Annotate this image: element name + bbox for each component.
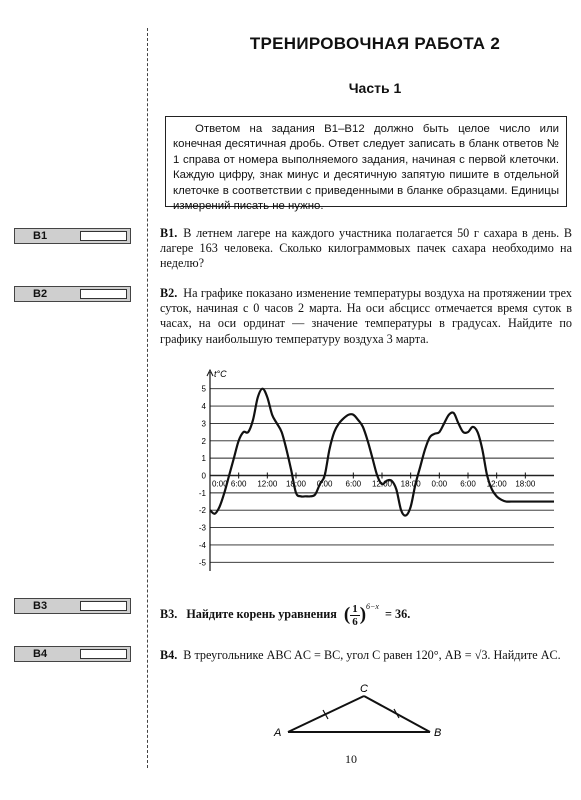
answer-field[interactable] xyxy=(80,231,127,241)
task-text: Найдите корень уравнения xyxy=(186,606,337,621)
answer-tab-b4[interactable] xyxy=(14,646,131,662)
instructions-box: Ответом на задания В1–В12 должно быть целое число или конечная десятичная дробь. Ответ следует записать в бланк ответов № 1 справа от номера выполняемого задания, начиная с первой клеточки. Каждую цифру, знак минус и десятичную запятую пишите в отдельной клеточке в соответствии с приведенными в бланке образцами. Единицы измерений писать не нужно. xyxy=(165,116,567,207)
x-tick-label: 0:00 xyxy=(316,479,333,489)
y-tick-label: 5 xyxy=(201,384,206,394)
answer-tab-label: В3 xyxy=(33,600,48,612)
task-text: В треугольнике ABC AC = BC, угол C равен 120°, AB = √3. Найдите AC. xyxy=(183,648,561,662)
y-tick-label: -5 xyxy=(198,558,206,568)
vertex-c-label: C xyxy=(360,684,368,695)
cut-line xyxy=(147,28,148,768)
answer-tab-label: В2 xyxy=(33,288,48,300)
task-b1 xyxy=(160,226,572,272)
x-tick-label: 12:00 xyxy=(486,479,507,489)
vertex-a-label: A xyxy=(274,727,282,739)
temperature-line xyxy=(210,389,554,516)
fraction xyxy=(350,603,360,628)
answer-tab-label: В4 xyxy=(33,648,48,660)
task-text: В летнем лагере на каждого участника полагается 50 г сахара в день. В лагере 163 человека. Сколько килограммовых пачек сахара необходимо на неделю? xyxy=(160,226,572,271)
y-tick-label: 0 xyxy=(201,471,206,481)
x-tick-label: 12:00 xyxy=(257,479,278,489)
y-tick-label: 3 xyxy=(201,419,206,429)
x-tick-label: 6:00 xyxy=(460,479,476,489)
answer-field[interactable] xyxy=(80,649,127,659)
answer-tab-b1[interactable] xyxy=(14,228,131,244)
fraction-denominator: 6 xyxy=(352,615,358,628)
task-number: В1. xyxy=(160,226,178,240)
x-tick-label: 18:00 xyxy=(515,479,536,489)
y-axis-label: t°C xyxy=(214,369,227,379)
answer-tab-b3[interactable] xyxy=(14,598,131,614)
part-title: Часть 1 xyxy=(348,80,402,96)
y-tick-label: -3 xyxy=(198,523,206,533)
y-tick-label: 1 xyxy=(201,454,206,464)
answer-field[interactable] xyxy=(80,289,127,299)
task-number: В4. xyxy=(160,648,178,662)
task-text: На графике показано изменение температуры воздуха на протяжении трех суток, начиная с 0 часов 2 марта. На оси абсцисс отмечается время суток в часах, на оси ординат — значение температуры в градусах. Найдите по графику наибольшую температуру воздуха 3 марта. xyxy=(160,286,572,346)
x-tick-label: 0:00 xyxy=(431,479,448,489)
right-paren: ) xyxy=(359,604,367,625)
answer-field[interactable] xyxy=(80,601,127,611)
y-tick-label: -4 xyxy=(198,540,206,550)
answer-tab-label: В1 xyxy=(33,230,48,242)
x-tick-label: 18:00 xyxy=(400,479,421,489)
page-title: ТРЕНИРОВОЧНАЯ РАБОТА 2 xyxy=(249,34,501,53)
exponent: 6−x xyxy=(366,601,379,611)
triangle-figure xyxy=(270,684,450,744)
x-tick-label: 12:00 xyxy=(371,479,393,489)
answer-tab-b2[interactable] xyxy=(14,286,131,302)
task-b3 xyxy=(160,600,572,630)
y-tick-label: 4 xyxy=(201,402,206,412)
y-tick-label: 2 xyxy=(201,436,206,446)
x-tick-label: 6:00 xyxy=(230,479,247,489)
x-tick-label: 0:00 xyxy=(212,479,228,489)
left-paren: ( xyxy=(343,604,351,625)
task-text-after: = 36. xyxy=(385,606,411,621)
x-tick-label: 6:00 xyxy=(345,479,362,489)
side-ac xyxy=(288,696,364,732)
x-tick-label: 18:00 xyxy=(285,479,307,489)
task-number: В2. xyxy=(160,286,178,300)
temperature-chart xyxy=(180,366,565,576)
page-number: 10 xyxy=(345,752,357,766)
task-b2 xyxy=(160,286,572,347)
task-b4 xyxy=(160,648,568,663)
fraction-numerator: 1 xyxy=(352,602,358,615)
task-number: В3. xyxy=(160,606,178,621)
y-tick-label: -1 xyxy=(198,488,206,498)
vertex-b-label: B xyxy=(434,727,442,739)
y-tick-label: -2 xyxy=(198,506,206,516)
